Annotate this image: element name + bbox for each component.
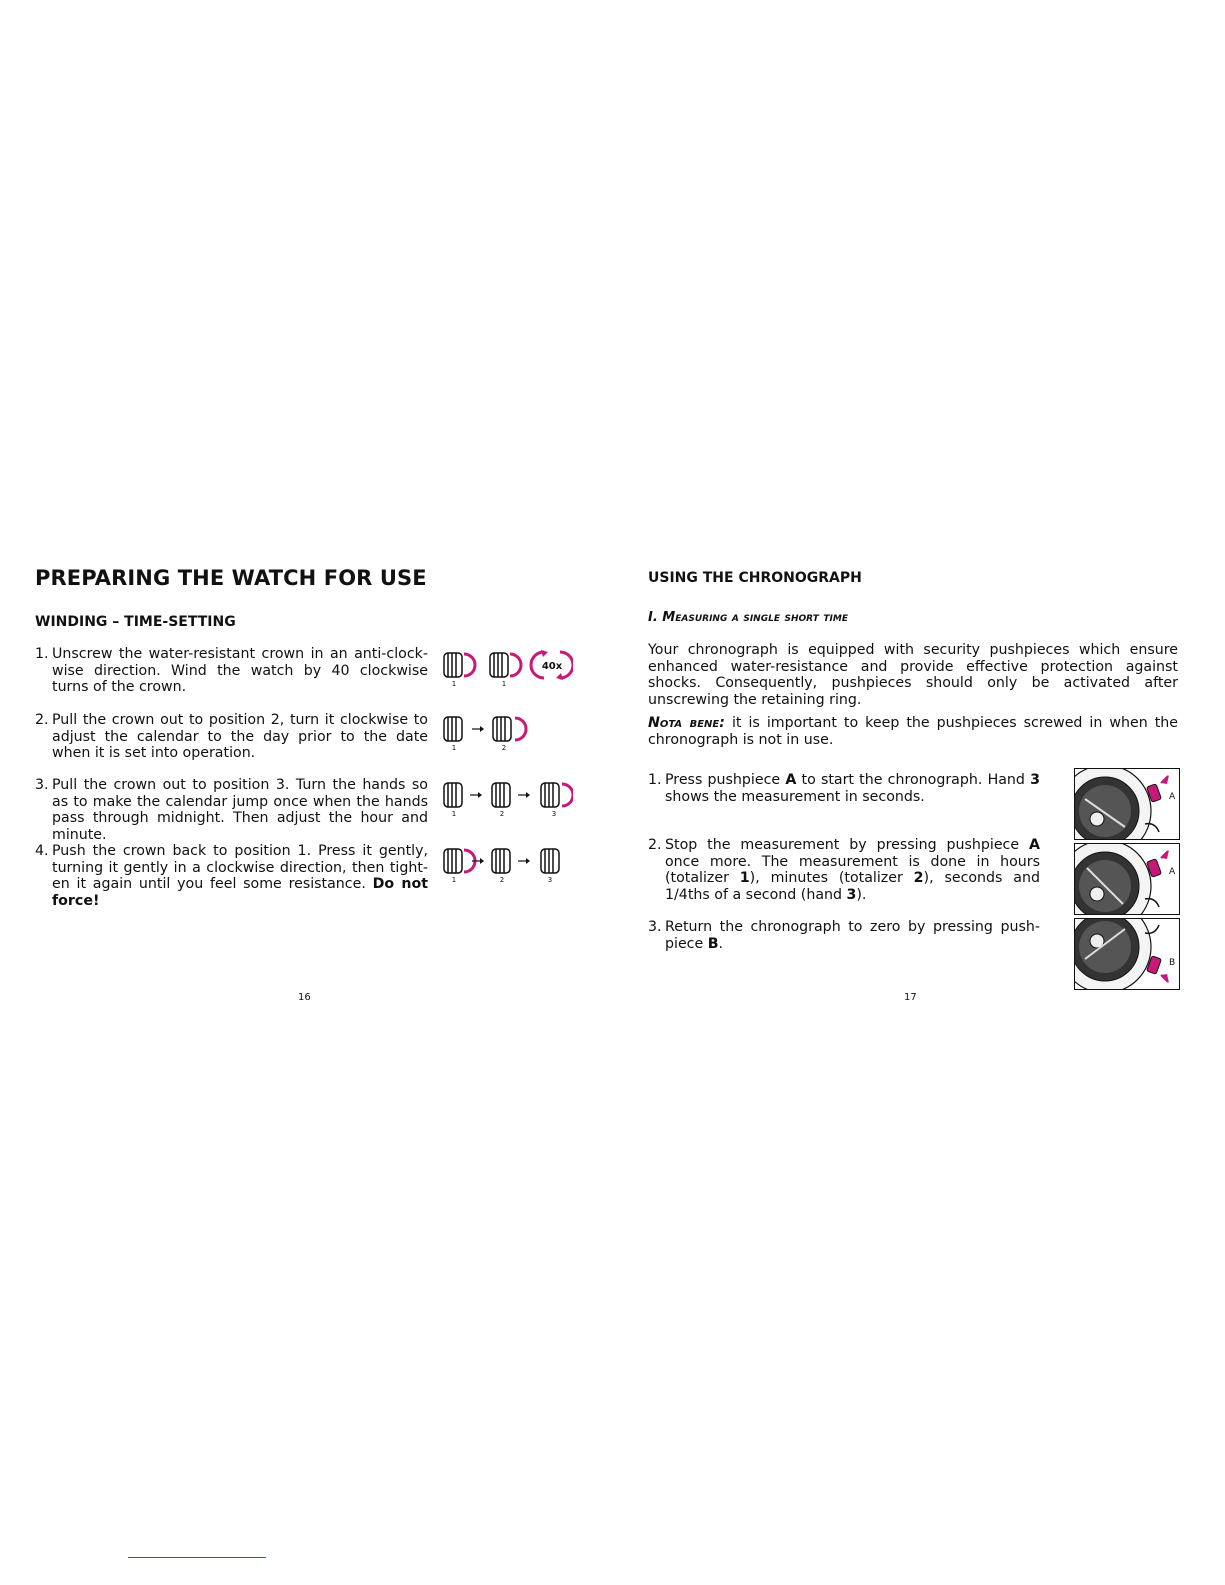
step-text: Pull the crown out to position 3. Turn the hands so as to make the calendar jump once when the hands pass through midnight. Then adjust the hour and minute. — [52, 777, 428, 843]
step-number: 1. — [648, 772, 662, 788]
crown-icon — [444, 783, 462, 807]
step-text-main: Push the crown back to position 1. Press it gently, turning it gently in a clockwise direction, then tight-en it again until you feel some resistance. — [52, 843, 428, 892]
right-page — [612, 0, 1225, 1585]
position-label: 2 — [499, 876, 505, 884]
step-number: 3. — [35, 777, 49, 793]
chronograph-figure-start — [1074, 768, 1180, 840]
left-page — [0, 0, 612, 1585]
step-text: Press pushpiece A to start the chronograph. Hand 3 shows the measurement in seconds. — [665, 772, 1040, 805]
step-number: 2. — [35, 712, 49, 728]
crown-icon — [493, 717, 526, 741]
crown-icon — [492, 783, 510, 807]
step-text: Unscrew the water-resistant crown in an anti-clock-wise direction. Wind the watch by 40 clockwise turns of the crown. — [52, 646, 428, 695]
section-title-winding: WINDING – TIME-SETTING — [35, 614, 236, 630]
position-label: 1 — [451, 744, 457, 752]
page-number: 17 — [904, 992, 917, 1003]
nota-bene-text: it is important to keep the pushpieces screwed in when the chronograph is not in use. — [648, 715, 1178, 748]
intro-paragraph: Your chronograph is equipped with security pushpieces which ensure enhanced water-resistance and provide effective protection against shocks. Consequently, pushpieces should only be activated after unscrewing the retaining ring. — [648, 642, 1178, 708]
arrow-right-icon — [470, 792, 482, 798]
position-label: 1 — [501, 680, 507, 688]
nota-bene-paragraph — [648, 715, 1178, 748]
arrow-right-icon — [518, 792, 530, 798]
crown-diagram-step-4 — [438, 844, 573, 884]
arrow-right-icon — [472, 726, 484, 732]
nota-bene-label: Nota bene: — [648, 715, 725, 731]
crown-icon — [444, 849, 475, 873]
position-label: 1 — [451, 876, 457, 884]
chrono-step-1 — [648, 772, 1040, 805]
winding-step-1 — [35, 646, 428, 696]
chrono-step-3 — [648, 919, 1040, 952]
page-number: 16 — [298, 992, 311, 1003]
step-number: 2. — [648, 837, 662, 853]
footer-link-underline — [128, 1557, 266, 1558]
position-label: 2 — [501, 744, 507, 752]
step-warning: Do not force! — [52, 876, 429, 909]
chrono-step-2 — [648, 837, 1040, 903]
position-label: 3 — [551, 810, 557, 818]
crown-icon — [541, 783, 573, 807]
position-label: 3 — [547, 876, 553, 884]
winding-step-2 — [35, 712, 428, 762]
pushpiece-label: A — [1169, 792, 1176, 802]
step-text: Return the chronograph to zero by pressing push-piece B. — [665, 919, 1040, 952]
step-text — [35, 843, 428, 909]
page-title: PREPARING THE WATCH FOR USE — [35, 566, 427, 590]
step-number: 3. — [648, 919, 662, 935]
pushpiece-label: A — [1169, 867, 1176, 877]
chronograph-figure-reset — [1074, 918, 1180, 990]
section-title-chronograph: USING THE CHRONOGRAPH — [648, 570, 862, 586]
winding-step-4 — [35, 843, 428, 909]
crown-diagram-step-3 — [438, 778, 573, 818]
crown-icon — [541, 849, 559, 873]
step-text: Pull the crown out to position 2, turn it clockwise to adjust the calendar to the day prior to the date when it is set into operation. — [52, 712, 428, 761]
position-label: 1 — [451, 810, 457, 818]
step-number: 4. — [35, 843, 49, 859]
crown-icon — [444, 717, 462, 741]
chronograph-figure-stop — [1074, 843, 1180, 915]
position-label: 2 — [499, 810, 505, 818]
subsection-title: I. Measuring a single short time — [648, 610, 848, 625]
crown-icon — [444, 653, 475, 677]
step-text: Stop the measurement by pressing pushpiece A once more. The measurement is done in hours (totalizer 1), minutes (totalizer 2), seconds and 1/4ths of a second (hand 3). — [665, 837, 1041, 903]
turns-label: 40x — [541, 661, 563, 672]
position-label: 1 — [451, 680, 457, 688]
crown-icon — [492, 849, 510, 873]
step-number: 1. — [35, 646, 49, 662]
arrow-right-icon — [518, 858, 530, 864]
crown-icon — [490, 653, 521, 677]
crown-diagram-step-1 — [438, 648, 573, 688]
pushpiece-label: B — [1169, 958, 1176, 968]
crown-diagram-step-2 — [438, 712, 538, 752]
winding-step-3 — [35, 777, 428, 843]
